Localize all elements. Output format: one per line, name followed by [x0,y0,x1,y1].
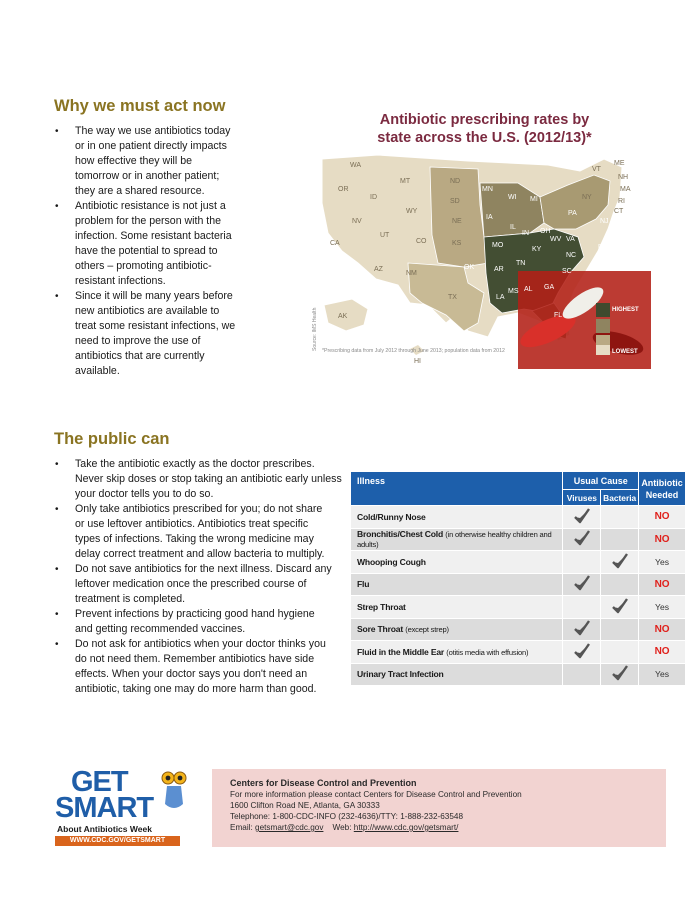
illness-name: Strep Throat [357,601,406,612]
state-label-wy: WY [406,208,418,215]
state-label-ak: AK [338,313,348,320]
public-bullet [54,502,350,562]
header-viruses: Viruses [563,490,601,506]
cell-bacteria [601,506,639,529]
state-label-ma: MA [620,186,631,193]
antibiotic-needed-value: NO [654,623,670,635]
state-label-nm: NM [406,270,417,277]
bullet-line: • Take the antibiotic exactly as the doctor prescribes. [75,458,315,470]
state-label-mo: MO [492,242,504,249]
illness-note: (in otherwise healthy children and adults) [357,530,552,550]
illness-note: (otitis media with effusion) [446,647,529,657]
antibiotic-need-table [351,472,685,685]
state-label-ut: UT [380,232,390,239]
state-label-wa: WA [350,162,362,169]
table-row [351,506,685,529]
check-icon [611,561,629,571]
bullet-line: • Only take antibiotics prescribed for you; do not share [75,503,323,515]
cell-illness [351,573,563,596]
state-label-wi: WI [508,194,517,201]
contact-org: Centers for Disease Control and Prevention [230,778,417,788]
state-label-oh: OH [540,228,551,235]
illness-note: (except strep) [405,625,449,635]
bullet-line: or use leftover antibiotics. Antibiotics treat specific [75,518,309,530]
check-icon [573,538,591,548]
cell-needed [639,528,685,551]
cell-illness [351,641,563,664]
header-usual-cause: Usual Cause [563,472,639,490]
legend-high-swatch [596,303,610,317]
bullet-line: • Do not save antibiotics for the next illness. Discard any [75,563,332,575]
antibiotic-needed-value: NO [654,578,670,590]
illness-name: Sore Throat [357,624,404,635]
cell-virus [563,506,601,529]
cell-illness [351,618,563,641]
bullet-line: • The way we use antibiotics today [75,125,231,137]
antibiotic-needed-value: Yes [655,669,670,680]
table-row [351,663,685,685]
cell-virus [563,528,601,551]
map-source: Source: IMS Health [312,307,318,351]
bullet-line: resistant infections. [75,275,166,287]
bullet-line: treat some resistant infections, we [75,320,236,332]
cell-virus [563,596,601,619]
bullet-line: or in one patient directly impacts [75,140,227,152]
web-label: Web: [332,823,352,832]
public-bullet [54,562,350,607]
logo-url-bar: WWW.CDC.GOV/GETSMART [55,836,180,846]
illness-name: Flu [357,579,370,590]
bullet-line: new antibiotics are available to [75,305,220,317]
state-label-mn: MN [482,186,493,193]
state-label-va: VA [566,236,575,243]
legend-high-label: HIGHEST [612,307,639,313]
logo-word-smart: SMART [55,792,154,824]
check-icon [611,606,629,616]
check-icon [573,583,591,593]
cell-needed [639,573,685,596]
header-needed-line-1: Antibiotic [641,477,683,488]
state-label-ok: OK [464,264,475,271]
table-row [351,596,685,619]
bullet-line: how effective they will be [75,155,192,167]
bullet-line: • Prevent infections by practicing good hand hygiene [75,608,315,620]
bullet-line: • Do not ask for antibiotics when your doctor thinks you [75,638,326,650]
bullet-line: • Antibiotic resistance is not just a [75,200,226,212]
cell-illness [351,596,563,619]
bullet-line: your doctor tells you to do so. [75,488,214,500]
cell-needed [639,506,685,529]
bullet-line: Never skip doses or stop taking an antibiotic early unless [75,473,342,485]
antibiotic-needed-value: Yes [655,556,670,567]
email-label: Email: [230,823,253,832]
state-label-pa: PA [568,210,577,217]
state-label-ar: AR [494,266,504,273]
state-label-ct: CT [614,208,624,215]
state-label-in: IN [522,230,529,237]
state-label-id: ID [370,194,377,201]
bullet-line: and getting recommended vaccines. [75,623,246,635]
cell-needed [639,618,685,641]
cell-bacteria [601,663,639,685]
public-bullet [54,457,350,502]
bullet-line: infection. Some resistant bacteria [75,230,232,242]
table-row [351,641,685,664]
check-icon [573,628,591,638]
us-map [318,153,651,369]
why-bullet-list [54,124,274,379]
state-label-nh: NH [618,174,629,181]
map-title [318,111,651,147]
logo-word-get: GET [71,766,128,798]
section-heading-why: Why we must act now [54,97,226,115]
legend-low-mid-swatch [596,335,610,345]
bullet-line: antibiotic, taking one may do more harm than good. [75,683,317,695]
state-label-nv: NV [352,218,362,225]
cell-illness [351,663,563,685]
why-bullet [54,124,274,199]
state-label-nj: NJ [600,218,609,225]
antibiotic-needed-value: NO [654,511,670,523]
state-label-mi: MI [530,196,538,203]
header-needed-line-2: Needed [645,489,679,500]
state-label-il: IL [510,224,516,231]
public-bullet [54,607,350,637]
email-link[interactable]: getsmart@cdc.gov [255,823,324,832]
illness-name: Bronchitis/Chest Cold [357,529,444,540]
header-antibiotic-needed [639,472,685,506]
cell-virus [563,551,601,574]
cell-virus [563,663,601,685]
cell-bacteria [601,551,639,574]
cell-bacteria [601,573,639,596]
state-label-tn: TN [516,260,526,267]
state-label-co: CO [416,238,427,245]
bullet-line: delay correct treatment and allow bacteria to multiply. [75,548,325,560]
state-label-sc: SC [562,268,572,275]
cell-virus [563,618,601,641]
table-row [351,618,685,641]
why-bullet [54,199,274,289]
cell-needed [639,663,685,685]
table-row [351,528,685,551]
state-label-nd: ND [450,178,461,185]
state-label-md: MD [606,234,617,241]
state-label-de: DE [608,226,618,233]
logo-tagline: About Antibiotics Week [57,824,152,834]
bullet-line: they are a shared resource. [75,185,205,197]
illness-name: Urinary Tract Infection [357,669,444,680]
bullet-line: need to improve the use of [75,335,201,347]
illness-name: Whooping Cough [357,556,426,567]
header-illness: Illness [351,472,563,506]
cell-needed [639,551,685,574]
get-smart-logo [55,766,195,846]
cell-needed [639,641,685,664]
state-label-fl: FL [554,312,563,319]
antibiotic-needed-value: Yes [655,601,670,612]
bullet-line: types of infections. Taking the wrong medicine may [75,533,314,545]
cell-illness [351,528,563,551]
web-link[interactable]: http://www.cdc.gov/getsmart/ [353,823,459,832]
antibiotic-needed-value: NO [654,533,670,545]
state-label-ga: GA [544,284,555,291]
cell-virus [563,573,601,596]
bullet-line: treatment is completed. [75,593,186,605]
cell-bacteria [601,618,639,641]
state-label-nc: NC [566,252,577,259]
contact-phone: Telephone: 1-800-CDC-INFO (232-4636)/TTY: 1-888-232-63548 [230,812,464,821]
cell-virus [563,641,601,664]
check-icon [611,673,629,683]
public-bullet-list [54,457,350,697]
state-label-la: LA [496,294,505,301]
table-row [351,573,685,596]
illness-name: Cold/Runny Nose [357,511,426,522]
state-label-me: ME [614,160,625,167]
check-icon [573,516,591,526]
section-heading-public: The public can [54,430,170,448]
state-label-or: OR [338,186,349,193]
bullet-line: problem for the person with the [75,215,222,227]
state-label-sd: SD [450,198,460,205]
legend-mid-swatch [596,319,610,333]
state-label-dc: DC [598,244,609,251]
cell-bacteria [601,528,639,551]
state-label-ky: KY [532,246,542,253]
cell-needed [639,596,685,619]
state-label-hi: HI [414,358,421,365]
map-title-line-1: Antibiotic prescribing rates by [379,112,590,128]
state-label-ia: IA [486,214,493,221]
why-bullet [54,289,274,379]
map-title-line-2: state across the U.S. (2012/13)* [377,130,592,146]
cell-illness [351,551,563,574]
state-label-az: AZ [374,266,383,273]
state-label-ca: CA [330,240,340,247]
bullet-line: available. [75,365,120,377]
cell-bacteria [601,596,639,619]
bullet-line: effects. When your doctor says you don't need an [75,668,308,680]
state-label-ne: NE [452,218,462,225]
bullet-line: leftover medication once the prescribed course of [75,578,307,590]
state-label-mt: MT [400,178,411,185]
illness-name: Fluid in the Middle Ear [357,646,445,657]
bullet-line: do not need them. Remember antibiotics have side [75,653,315,665]
map-footnote: *Prescribing data from July 2012 through June 2013; population data from 2012 [322,348,505,354]
contact-address: 1600 Clifton Road NE, Atlanta, GA 30333 [230,801,380,810]
bullet-line: others – promoting antibiotic- [75,260,212,272]
contact-email-web [230,823,458,832]
state-label-ri: RI [618,198,625,205]
cell-bacteria [601,641,639,664]
state-label-ms: MS [508,288,519,295]
state-label-tx: TX [448,294,457,301]
state-label-wv: WV [550,236,562,243]
bullet-line: tomorrow or in another patient; [75,170,220,182]
table-row [351,551,685,574]
state-label-vt: VT [592,166,601,173]
antibiotic-needed-value: NO [654,646,670,658]
contact-box [212,769,666,847]
check-icon [573,651,591,661]
contact-info: For more information please contact Centers for Disease Control and Prevention [230,790,522,799]
state-label-ny: NY [582,194,592,201]
state-label-ks: KS [452,240,462,247]
bullet-line: have the potential to spread to [75,245,218,257]
legend-low-swatch [596,345,610,355]
prescribing-map-figure [312,111,651,369]
cell-illness [351,506,563,529]
logo-owl-icon [161,770,187,796]
public-bullet [54,637,350,697]
header-bacteria: Bacteria [601,490,639,506]
legend-low-label: LOWEST [612,349,638,355]
bullet-line: antibiotics that are currently [75,350,205,362]
state-label-al: AL [524,286,533,293]
bullet-line: • Since it will be many years before [75,290,233,302]
